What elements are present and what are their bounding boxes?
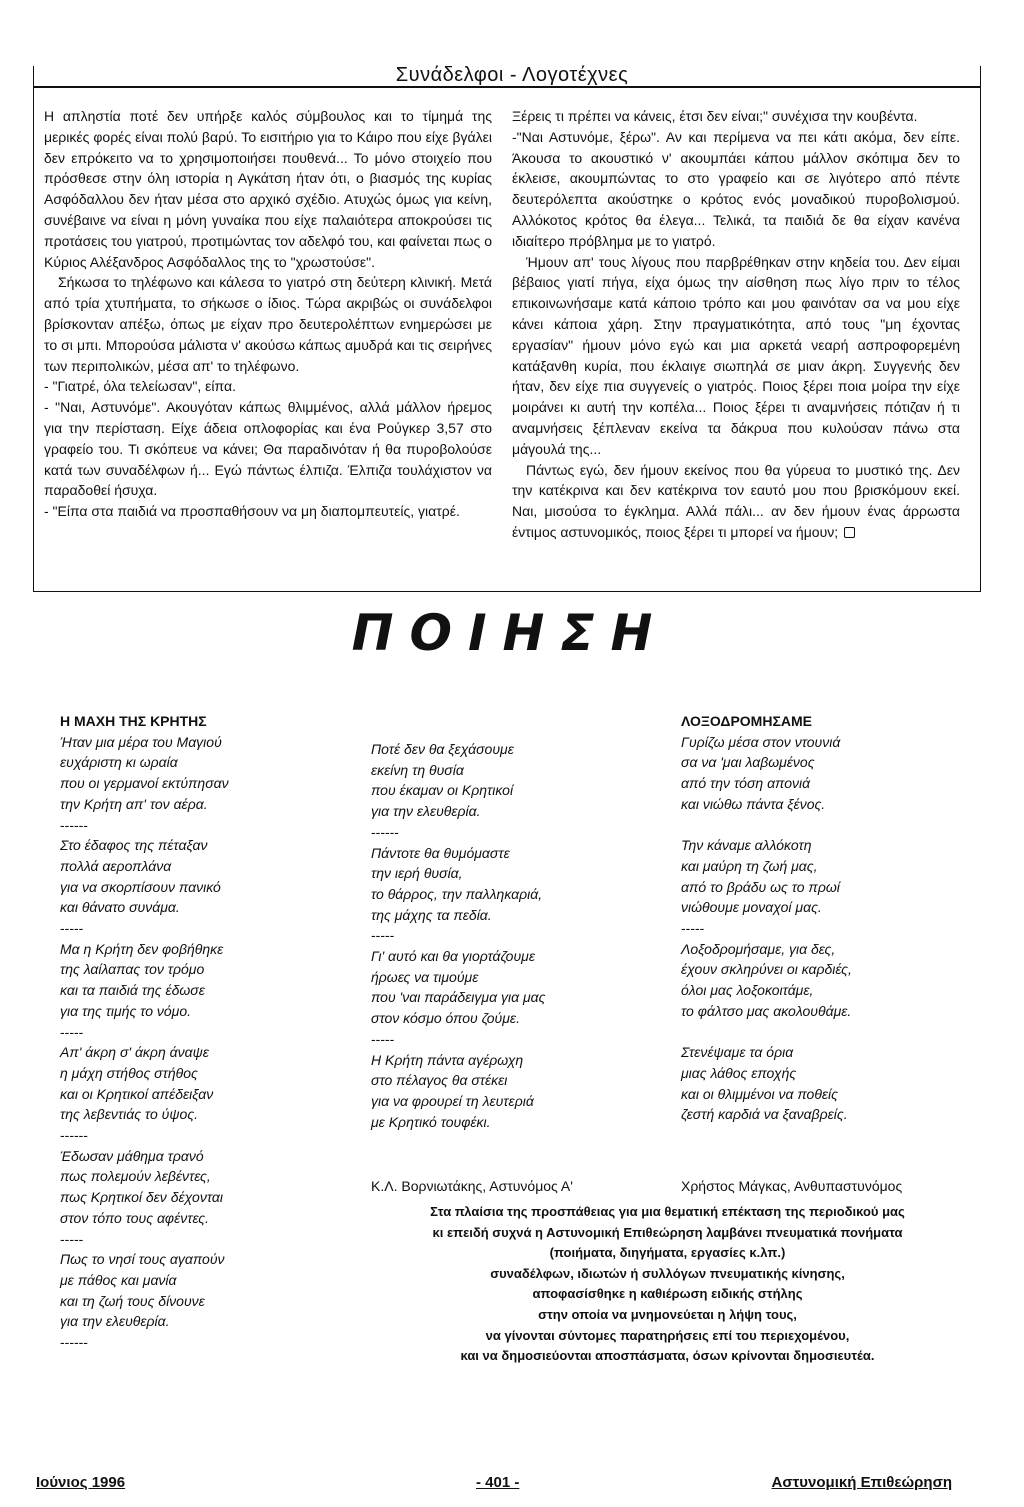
poem-line: στον τόπο τους αφέντες.	[60, 1209, 209, 1226]
poem-line: νιώθουμε μοναχοί μας.	[681, 899, 822, 916]
story-paragraph: Η απληστία ποτέ δεν υπήρξε καλός σύμβουλος και το τίμημά της μερικές φορές είναι πολύ βαρύ. Το εισιτήριο για το Κάιρο που είχε βγάλει δεν επρόκειτο να το χρησιμοποιήσει πουθενά... Το μόνο στοιχείο που πρόσθεσε στην όλη ιστορία η Αγκάτση ήταν ότι, ο βιασμός της κυρίας Ασφόδαλλου δεν ήταν μέσα στο αρχικό σχέδιο. Ατυχώς όμως για κείνη, συνέβαινε να είναι η μόνη γυναίκα που είχε παλαιότερα αποκρούσει τις προτάσεις του γιατρού, προτιμώντας τον αδελφό του, και φαίνεται πως ο Κύριος Αλέξανδρος Ασφόδαλλος της το "χρωστούσε".	[44, 108, 492, 270]
poem-line: ευχάριστη κι ωραία	[60, 754, 178, 771]
poem-line	[681, 1022, 852, 1043]
poem-line: Λοξοδρομήσαμε, για δες,	[681, 940, 836, 957]
poem-line: που 'ναι παράδειγμα για μας	[371, 989, 546, 1006]
poem-line: ζεστή καρδιά να ξαναβρείς.	[681, 1106, 848, 1123]
journal-name: Αστυνομική Επιθεώρηση	[771, 1474, 952, 1491]
editorial-note	[360, 1202, 975, 1367]
poem-line: και τα παιδιά της έδωσε	[60, 982, 205, 999]
poem-line: της λαίλαπας τον τρόμο	[60, 961, 205, 978]
story-paragraph: -"Ναι Αστυνόμε, ξέρω". Αν και περίμενα να πει κάτι ακόμα, δεν είπε. Άκουσα το ακουστικό ν' ακουμπάει κάπου μάλλον σκόπιμα δεν το έκλεισε, ακουμπώντας το στο γραφείο και σε λιγότερο από πέντε δευτερόλεπτα ακούστηκε ο κρότος ενός μοναδικού πυροβολισμού. Αλλόκοτος κρότος θα έλεγα... Τελικά, τα παιδιά δε θα είχαν κανένα ιδιαίτερο πρόβλημα με το γιατρό.	[512, 128, 960, 249]
poem-line: Μα η Κρήτη δεν φοβήθηκε	[60, 940, 224, 957]
poem-line: Έδωσαν μάθημα τρανό	[60, 1147, 204, 1164]
poem-line: στο πέλαγος θα στέκει	[371, 1072, 508, 1089]
poem-line: πως πολεμούν λεβέντες,	[60, 1168, 211, 1185]
poetry-heading: ΠΟΙΗΣΗ	[351, 604, 669, 662]
story-paragraph: Ήμουν απ' τους λίγους που παρβρέθηκαν στην κηδεία του. Δεν είμαι βέβαιος γιατί πήγα, είχα όμως την αίσθηση πως λίγο πριν το τέλος επικοινωνήσαμε κατά κάποιο τρόπο και μου φαινόταν σα να μου είχε κάνει κάποια χάρη. Στην πραγματικότητα, από τους "μη έχοντας εργασίαν" ήμουν μόνο εγώ και μια αρκετά νεαρή ασπροφορεμένη κατάξανθη κυρία, που έκλαιγε σιωπηλά σε μιαν άκρη. Συγγενής δεν ήταν, δεν είχε πια συγγενείς ο γιατρός. Ποιος ξέρει ποια μοίρα την είχε μοιράνει κι αυτή την κοπέλα... Ποιος ξέρει τι αναμνήσεις πότιζαν ή τι αναμνήσεις ξέπλεναν εκείνα τα δάκρυα που κυλούσαν πάνω στα μάγουλά της...	[512, 253, 960, 457]
poem-line: την Κρήτη απ' τον αέρα.	[60, 795, 208, 812]
poem-line: την ιερή θυσία,	[371, 865, 463, 882]
poem-line: το φάλτσο μας ακολουθάμε.	[681, 1002, 852, 1019]
poem-line: Γι' αυτό και θα γιορτάζουμε	[371, 948, 535, 965]
note-line: αποφασίσθηκε η καθιέρωση ειδικής στήλης	[532, 1286, 803, 1302]
poem-line: της λεβεντιάς το ύψος.	[60, 1106, 199, 1123]
section-divider	[33, 591, 981, 592]
poem-line: όλοι μας λοξοκοιτάμε,	[681, 982, 814, 999]
poem-line: Ποτέ δεν θα ξεχάσουμε	[371, 741, 514, 757]
poem-line: για την ελευθερία.	[371, 803, 481, 820]
poem-line: Απ' άκρη σ' άκρη άναψε	[60, 1044, 209, 1061]
story-right-column	[512, 106, 960, 543]
stanza-separator: -----	[60, 1023, 84, 1040]
stanza-separator: ------	[60, 1334, 88, 1351]
stanza-separator: -----	[371, 927, 395, 944]
poem-line: με πάθος και μανία	[60, 1271, 177, 1288]
page-number: - 401 -	[476, 1474, 520, 1491]
stanza-separator: -----	[60, 1230, 84, 1247]
note-line: να γίνονται σύντομες παρατηρήσεις επί του περιεχομένου,	[485, 1327, 850, 1343]
poem-line: από την τόση απονιά	[681, 775, 811, 792]
footer-date: Ιούνιος 1996	[36, 1474, 126, 1491]
stanza-separator: -----	[371, 1030, 395, 1047]
poem-line: Πως το νησί τους αγαπούν	[60, 1251, 225, 1268]
poem-line: Ήταν μια μέρα του Μαγιού	[60, 733, 222, 750]
poem-line: που έκαμαν οι Κρητικοί	[371, 782, 514, 799]
poem-loxodromisame	[681, 711, 852, 1125]
story-left-column	[44, 106, 492, 522]
story-paragraph: - "Γιατρέ, όλα τελείωσαν", είπα.	[44, 378, 236, 395]
poem-line: από το βράδυ ως το πρωί	[681, 878, 840, 895]
note-line: κι επειδή συχνά η Αστυνομική Επιθεώρηση λαμβάνει πνευματικά πονήματα	[432, 1224, 903, 1240]
end-mark-icon	[844, 527, 855, 538]
poem-line: και οι Κρητικοί απέδειξαν	[60, 1085, 214, 1102]
note-line: συναδέλφων, ιδιωτών ή συλλόγων πνευματικής κίνησης,	[490, 1265, 845, 1281]
story-paragraph: Ξέρεις τι πρέπει να κάνεις, έτσι δεν είναι;" συνέχισα την κουβέντα.	[512, 108, 918, 124]
poem-line: και νιώθω πάντα ξένος.	[681, 795, 826, 812]
poem-line: που οι γερμανοί εκτύπησαν	[60, 775, 229, 792]
stanza-separator: -----	[681, 920, 705, 937]
poem-line: και τη ζωή τους δίνουνε	[60, 1292, 205, 1309]
stanza-separator: ------	[371, 823, 399, 840]
poem-line: της μάχης τα πεδία.	[371, 906, 492, 923]
poem-title: ΛΟΞΟΔΡΟΜΗΣΑΜΕ	[681, 713, 812, 729]
poem-continuation	[371, 739, 545, 1132]
poem-line: Την κάναμε αλλόκοτη	[681, 837, 812, 854]
poem-line: για να σκορπίσουν πανικό	[60, 878, 221, 895]
poem-line: πως Κρητικοί δεν δέχονται	[60, 1189, 223, 1206]
poem-line: Γυρίζω μέσα στον ντουνιά	[681, 733, 841, 750]
note-line: (ποιήματα, διηγήματα, εργασίες κ.λπ.)	[549, 1245, 786, 1261]
note-line: στην οποία να μνημονεύεται η λήψη τους,	[538, 1306, 797, 1322]
poem-line: Η Κρήτη πάντα αγέρωχη	[371, 1051, 524, 1068]
story-paragraph	[512, 460, 960, 543]
poem-line: Στο έδαφος της πέταξαν	[60, 837, 208, 854]
poem-line: στον κόσμο όπου ζούμε.	[371, 1010, 520, 1027]
poem-line: το θάρρος, την παλληκαριά,	[371, 885, 543, 902]
poem-line: πολλά αεροπλάνα	[60, 857, 172, 874]
poem-line: έχουν σκληρύνει οι καρδιές,	[681, 961, 852, 978]
poem-line: για της τιμής το νόμο.	[60, 1002, 192, 1019]
poem-line: και θάνατο συνάμα.	[60, 899, 180, 916]
section-title: Συνάδελφοι - Λογοτέχνες	[395, 64, 629, 86]
note-line: Στα πλαίσια της προσπάθειας για μια θεματική επέκταση της περιοδικού μας	[430, 1204, 905, 1219]
poem-line: ήρωες να τιμούμε	[371, 968, 479, 985]
story-paragraph: - "Είπα στα παιδιά να προσπαθήσουν να μη διαπομπευτείς, γιατρέ.	[44, 503, 460, 520]
poem-author: Χρήστος Μάγκας, Ανθυπαστυνόμος	[681, 1178, 903, 1194]
stanza-separator: ------	[60, 816, 88, 833]
poem-line: και μαύρη τη ζωή μας,	[681, 857, 818, 874]
poem-line: και οι θλιμμένοι να ποθείς	[681, 1085, 838, 1102]
poem-line: εκείνη τη θυσία	[371, 761, 464, 778]
note-line: και να δημοσιεύονται αποσπάσματα, όσων κρίνονται δημοσιευτέα.	[460, 1348, 875, 1364]
poem-battle-of-crete	[60, 711, 229, 1353]
stanza-separator: ------	[60, 1127, 88, 1144]
stanza-separator: -----	[60, 920, 84, 937]
poem-title: Η ΜΑΧΗ ΤΗΣ ΚΡΗΤΗΣ	[60, 713, 207, 729]
story-final-text: Πάντως εγώ, δεν ήμουν εκείνος που θα γύρευα το μυστικό της. Δεν την κατέκρινα και δεν κατέκρινα τον εαυτό μου που βρισκόμουν εκεί. Ναι, μισούσα το έγκλημα. Αλλά πάλι... αν δεν ήμουν ένας άρρωστα έντιμος αστυνομικός, ποιος ξέρει τι μπορεί να ήμουν;	[512, 461, 960, 540]
poem-line: Πάντοτε θα θυμόμαστε	[371, 844, 510, 861]
poem-line: με Κρητικό τουφέκι.	[371, 1113, 491, 1130]
poem-line: σα να 'μαι λαβωμένος	[681, 754, 815, 771]
poem-author: Κ.Λ. Βορνιωτάκης, Αστυνόμος Α'	[371, 1178, 573, 1194]
poem-line: για να φρουρεί τη λευτεριά	[371, 1092, 534, 1109]
poem-line	[681, 815, 852, 836]
story-paragraph: - "Ναι, Αστυνόμε". Ακουγόταν κάπως θλιμμένος, αλλά μάλλον ήρεμος για την περίσταση. Είχε άδεια οπλοφορίας και ένα Ρούγκερ 3,57 στο γραφείο του. Τι σκόπευε να κάνει; Θα παραδινόταν ή θα πυροβολούσε κατά των συναδέλφων ή... Εγώ πάντως έλπιζα. Έλπιζα τουλάχιστον να παραδοθεί ήσυχα.	[44, 399, 492, 499]
poem-line: για την ελευθερία.	[60, 1313, 170, 1330]
poem-line: η μάχη στήθος στήθος	[60, 1064, 198, 1081]
poem-line: μιας λάθος εποχής	[681, 1064, 797, 1081]
story-paragraph: Σήκωσα το τηλέφωνο και κάλεσα το γιατρό στη δεύτερη κλινική. Μετά από τρία χτυπήματα, το σήκωσε ο ίδιος. Τώρα ακριβώς οι συνάδελφοι βρίσκονταν απέξω, όπως με είχαν προ δευτερολέπτων ενημερώσει με το σι μπι. Μπορούσα μάλιστα ν' ακούσω κάπως αμυδρά και τις σειρήνες των περιπολικών, μέσα απ' το τηλέφωνο.	[44, 274, 492, 374]
poem-line: Στενέψαμε τα όρια	[681, 1044, 794, 1061]
